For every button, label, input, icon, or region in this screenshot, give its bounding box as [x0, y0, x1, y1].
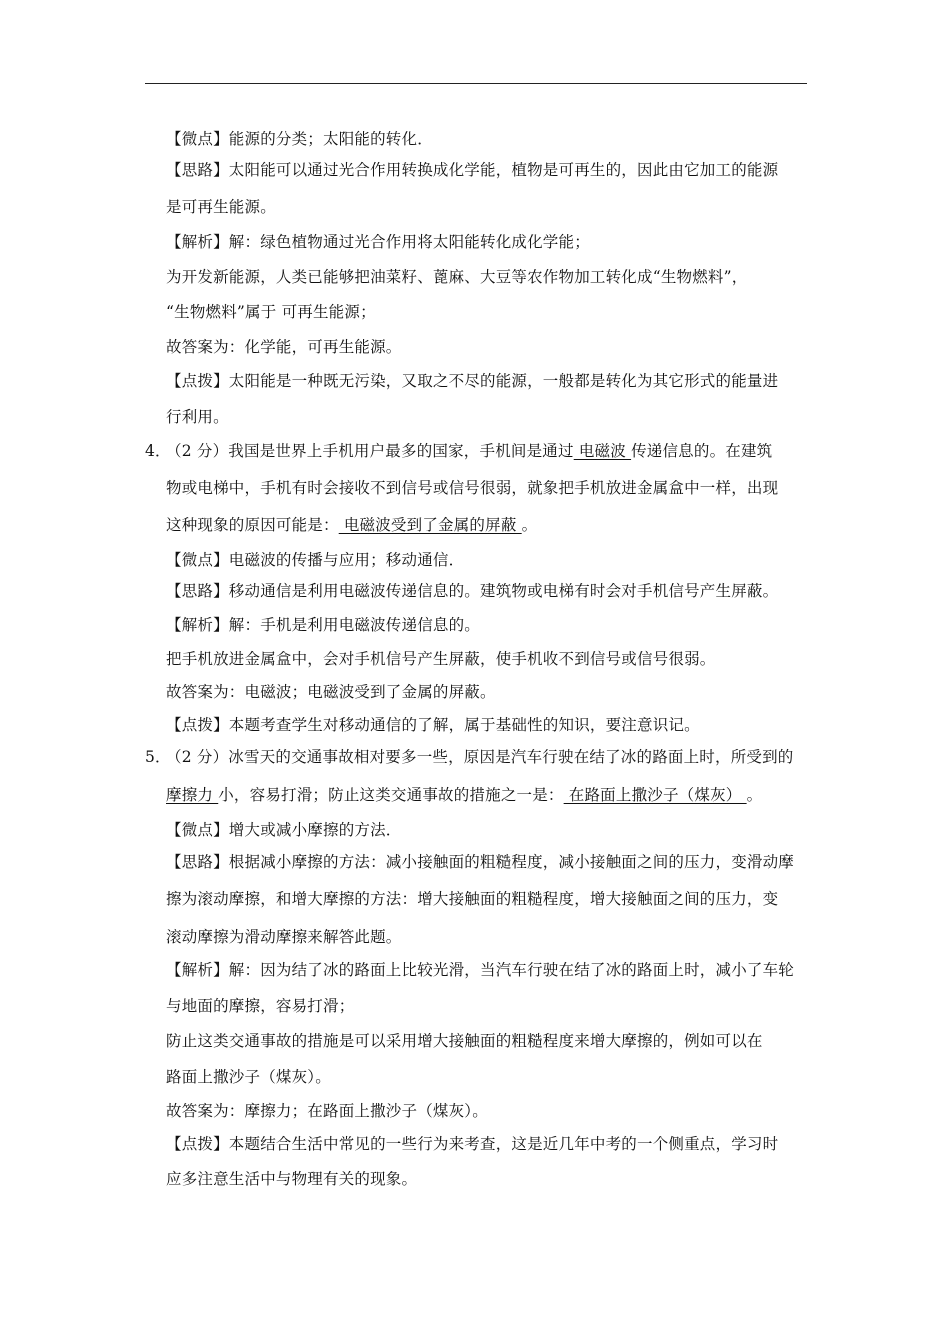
q5-jiexi-line2: 与地面的摩擦，容易打滑； [166, 997, 355, 1015]
q3-dianbo-line1: 【点拨】太阳能是一种既无污染，又取之不尽的能源，一般都是转化为其它形式的能量进 [166, 372, 779, 390]
q4-blank2-answer: 电磁波受到了金属的屏蔽 [338, 516, 522, 534]
q5-silu-line2: 擦为滚动摩擦，和增大摩擦的方法：增大接触面的粗糙程度，增大接触面之间的压力，变 [166, 890, 779, 908]
q4-jiexi-line1: 【解析】解：手机是利用电磁波传递信息的。 [166, 616, 481, 634]
q5-line1: （2 分）冰雪天的交通事故相对要多一些，原因是汽车行驶在结了冰的路面上时，所受到的 [166, 748, 794, 766]
q4-weidian: 【微点】电磁波的传播与应用；移动通信． [166, 551, 465, 569]
q5-dianbo-line2: 应多注意生活中与物理有关的现象。 [166, 1170, 418, 1188]
q5-blank1-answer: 摩擦力 [166, 786, 219, 804]
q4-line1-pre: （2 分）我国是世界上手机用户最多的国家，手机间是通过 [166, 442, 574, 460]
q3-jiexi-line1: 【解析】解：绿色植物通过光合作用将太阳能转化成化学能； [166, 233, 590, 251]
q5-jiexi-line4: 路面上撒沙子（煤灰）。 [166, 1068, 331, 1086]
q4-number: 4． [145, 442, 171, 460]
q4-line1-post: 传递信息的。在建筑 [631, 442, 773, 460]
q5-blank2-answer: 在路面上撒沙子（煤灰） [563, 786, 747, 804]
q4-line1 [166, 440, 772, 462]
q5-weidian: 【微点】增大或减小摩擦的方法． [166, 821, 402, 839]
q3-jiexi-line2: 为开发新能源，人类已能够把油菜籽、蓖麻、大豆等农作物加工转化成“生物燃料”， [166, 268, 748, 286]
q4-blank1-answer: 电磁波 [573, 442, 632, 460]
q3-jiexi-line3: “生物燃料”属于 可再生能源； [166, 303, 376, 321]
q3-silu-line1: 【思路】太阳能可以通过光合作用转换成化学能，植物是可再生的，因此由它加工的能源 [166, 161, 779, 179]
q4-silu: 【思路】移动通信是利用电磁波传递信息的。建筑物或电梯有时会对手机信号产生屏蔽。 [166, 582, 779, 600]
q4-line2: 物或电梯中，手机有时会接收不到信号或信号很弱，就象把手机放进金属盒中一样，出现 [166, 479, 779, 497]
q5-line2-post: 。 [746, 786, 763, 804]
q5-line2 [166, 784, 762, 806]
q3-weidian: 【微点】能源的分类；太阳能的转化． [166, 130, 433, 148]
q4-line3-pre: 这种现象的原因可能是： [166, 516, 339, 534]
q5-answer: 故答案为：摩擦力；在路面上撒沙子（煤灰）。 [166, 1102, 488, 1120]
q4-jiexi-line2: 把手机放进金属盒中，会对手机信号产生屏蔽，使手机收不到信号或信号很弱。 [166, 650, 716, 668]
q4-dianbo: 【点拨】本题考查学生对移动通信的了解，属于基础性的知识，要注意识记。 [166, 716, 700, 734]
q5-number: 5． [145, 748, 171, 766]
q5-silu-line3: 滚动摩擦为滑动摩擦来解答此题。 [166, 928, 402, 946]
q3-answer: 故答案为：化学能，可再生能源。 [166, 338, 402, 356]
q5-jiexi-line3: 防止这类交通事故的措施是可以采用增大接触面的粗糙程度来增大摩擦的，例如可以在 [166, 1032, 763, 1050]
q5-dianbo-line1: 【点拨】本题结合生活中常见的一些行为来考查，这是近几年中考的一个侧重点，学习时 [166, 1135, 779, 1153]
q4-answer: 故答案为：电磁波；电磁波受到了金属的屏蔽。 [166, 683, 496, 701]
q3-silu-line2: 是可再生能源。 [166, 198, 276, 216]
q4-line3 [166, 514, 537, 536]
q5-silu-line1: 【思路】根据减小摩擦的方法：减小接触面的粗糙程度，减小接触面之间的压力，变滑动摩 [166, 853, 795, 871]
q4-line3-post: 。 [521, 516, 538, 534]
q5-line2-mid: 小，容易打滑；防止这类交通事故的措施之一是： [218, 786, 564, 804]
q3-dianbo-line2: 行利用。 [166, 408, 229, 426]
q5-jiexi-line1: 【解析】解：因为结了冰的路面上比较光滑，当汽车行驶在结了冰的路面上时，减小了车轮 [166, 961, 795, 979]
header-rule [145, 83, 807, 84]
